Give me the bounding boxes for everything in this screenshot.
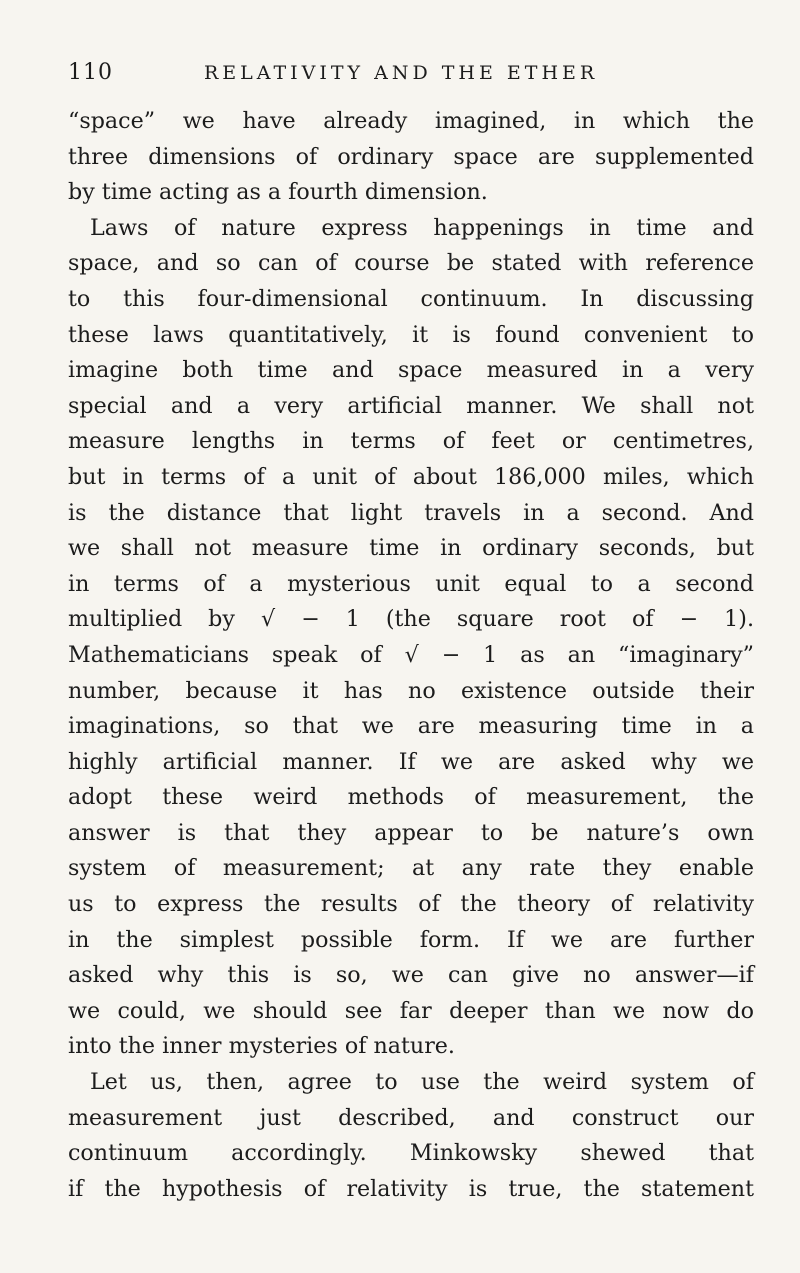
- text-line: by time acting as a fourth dimension.: [68, 179, 488, 206]
- text-line: we could, we should see far deeper than we now do: [68, 997, 754, 1024]
- text-line: in terms of a mysterious unit equal to a second: [68, 570, 754, 597]
- text-line: asked why this is so, we can give no answer—if: [68, 962, 754, 989]
- text-line: if the hypothesis of relativity is true, the statement: [68, 1175, 754, 1202]
- text-line: “space” we have already imagined, in which the: [68, 108, 754, 134]
- text-line: adopt these weird methods of measurement, the: [68, 784, 754, 811]
- text-line: special and a very artificial manner. We shall not: [68, 392, 754, 419]
- text-line: is the distance that light travels in a second. And: [68, 499, 754, 526]
- page-number: 110: [68, 60, 113, 85]
- text-line: Laws of nature express happenings in time and: [90, 214, 754, 241]
- text-line: continuum accordingly. Minkowsky shewed that: [68, 1140, 754, 1167]
- text-line: measure lengths in terms of feet or centimetres,: [68, 428, 754, 455]
- text-line: in the simplest possible form. If we are further: [68, 926, 754, 953]
- text-line: answer is that they appear to be nature’s own: [68, 819, 754, 846]
- text-line: imaginations, so that we are measuring time in a: [68, 713, 754, 740]
- text-line: highly artificial manner. If we are asked why we: [68, 748, 754, 775]
- text-line: multiplied by √ − 1 (the square root of − 1).: [68, 606, 754, 633]
- text-line: these laws quantitatively, it is found convenient to: [68, 321, 754, 348]
- running-title: RELATIVITY AND THE ETHER: [204, 62, 599, 84]
- page-header: [68, 60, 754, 94]
- text-line: imagine both time and space measured in a very: [68, 357, 754, 384]
- text-line: into the inner mysteries of nature.: [68, 1033, 455, 1060]
- text-line: measurement just described, and construct our: [68, 1104, 754, 1131]
- text-line: space, and so can of course be stated with reference: [68, 250, 754, 277]
- text-line: number, because it has no existence outside their: [68, 677, 754, 704]
- text-line: but in terms of a unit of about 186,000 miles, which: [68, 463, 754, 490]
- book-page: [68, 60, 754, 1207]
- text-line: Let us, then, agree to use the weird system of: [90, 1069, 754, 1096]
- text-line: system of measurement; at any rate they enable: [68, 855, 754, 882]
- text-line: Mathematicians speak of √ − 1 as an “imaginary”: [68, 641, 754, 668]
- text-line: we shall not measure time in ordinary seconds, but: [68, 535, 754, 562]
- text-line: three dimensions of ordinary space are supplemented: [68, 143, 754, 170]
- body-text: [68, 104, 754, 1207]
- text-line: us to express the results of the theory of relativity: [68, 891, 754, 918]
- text-line: to this four-dimensional continuum. In discussing: [68, 285, 754, 312]
